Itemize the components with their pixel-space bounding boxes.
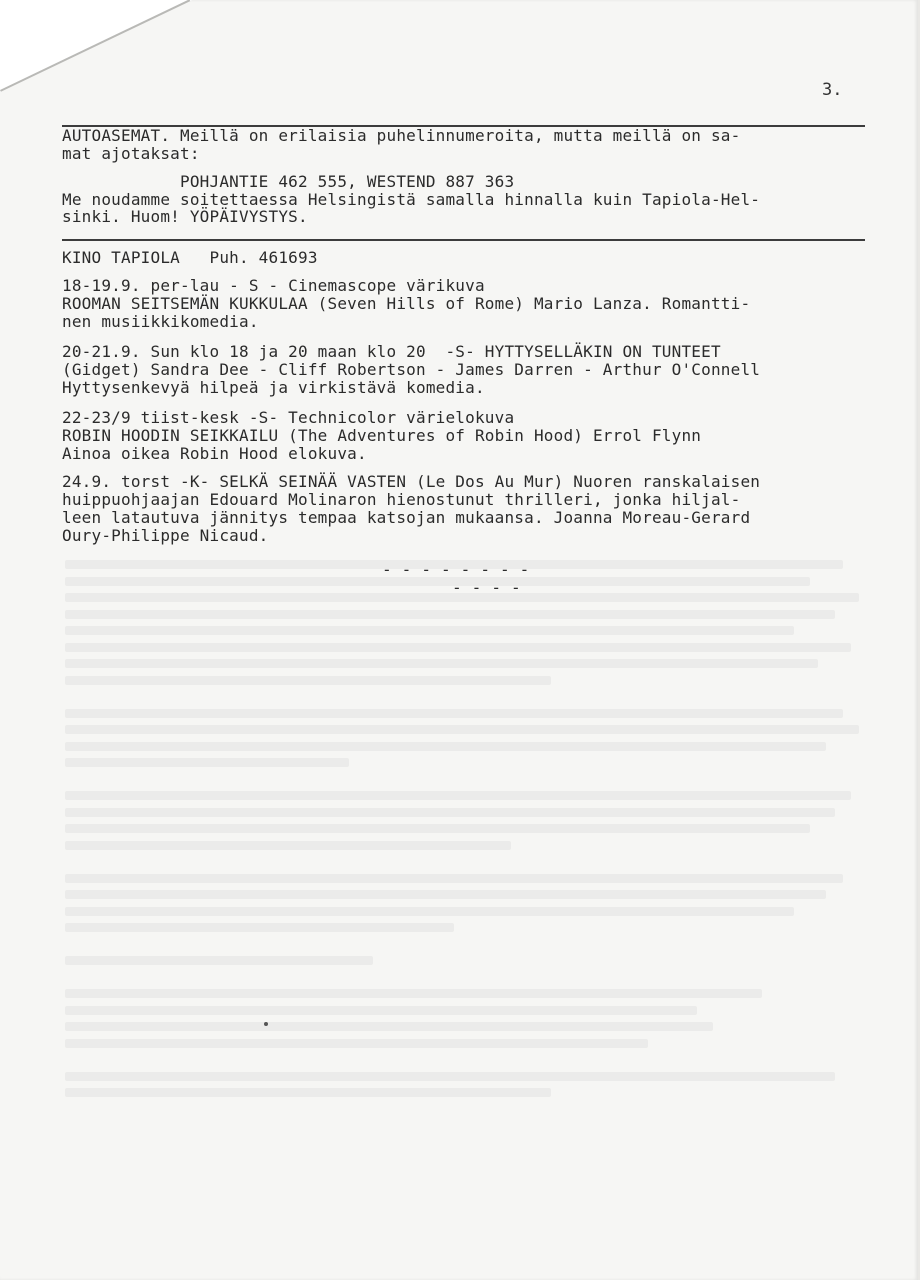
listing-2-line-3: Hyttysenkevyä hilpeä ja virkistävä komedia. <box>62 378 485 397</box>
autoasemat-phone-numbers: POHJANTIE 462 555, WESTEND 887 363 <box>62 172 515 191</box>
listing-1-line-3: nen musiikkikomedia. <box>62 312 259 331</box>
autoasemat-line-2: mat ajotaksat: <box>62 144 200 163</box>
autoasemat-line-4: Me noudamme soitettaessa Helsingistä samalla hinnalla kuin Tapiola-Hel- <box>62 190 761 209</box>
listing-4-line-4: Oury-Philippe Nicaud. <box>62 526 269 545</box>
listing-3-line-2: ROBIN HOODIN SEIKKAILU (The Adventures of Robin Hood) Errol Flynn <box>62 426 702 445</box>
listing-2-line-2: (Gidget) Sandra Dee - Cliff Robertson - James Darren - Arthur O'Connell <box>62 360 761 379</box>
kino-header: KINO TAPIOLA Puh. 461693 <box>62 248 318 267</box>
listing-3-line-1: 22-23/9 tiist-kesk -S- Technicolor värielokuva <box>62 408 515 427</box>
listing-1-line-2: ROOMAN SEITSEMÄN KUKKULAA (Seven Hills of Rome) Mario Lanza. Romantti- <box>62 294 751 313</box>
listing-3-line-3: Ainoa oikea Robin Hood elokuva. <box>62 444 367 463</box>
bleed-through-text <box>65 560 875 1120</box>
listing-4-line-1: 24.9. torst -K- SELKÄ SEINÄÄ VASTEN (Le Dos Au Mur) Nuoren ranskalaisen <box>62 472 761 491</box>
ink-dot <box>264 1022 268 1026</box>
listing-1-line-1: 18-19.9. per-lau - S - Cinemascope värikuva <box>62 276 485 295</box>
separator-dashes-1: - - - - - - - - <box>382 560 530 579</box>
section-rule <box>62 239 865 241</box>
listing-4-line-3: leen latautuva jännitys tempaa katsojan mukaansa. Joanna Moreau-Gerard <box>62 508 751 527</box>
autoasemat-line-5: sinki. Huom! YÖPÄIVYSTYS. <box>62 207 308 226</box>
listing-2-line-1: 20-21.9. Sun klo 18 ja 20 maan klo 20 -S- HYTTYSELLÄKIN ON TUNTEET <box>62 342 721 361</box>
separator-dashes-2: - - - - <box>452 578 521 597</box>
listing-4-line-2: huippuohjaajan Edouard Molinaron hienostunut thrilleri, jonka hiljal- <box>62 490 741 509</box>
page-number: 3. <box>822 80 843 100</box>
autoasemat-line-1: AUTOASEMAT. Meillä on erilaisia puhelinnumeroita, mutta meillä on sa- <box>62 126 741 145</box>
